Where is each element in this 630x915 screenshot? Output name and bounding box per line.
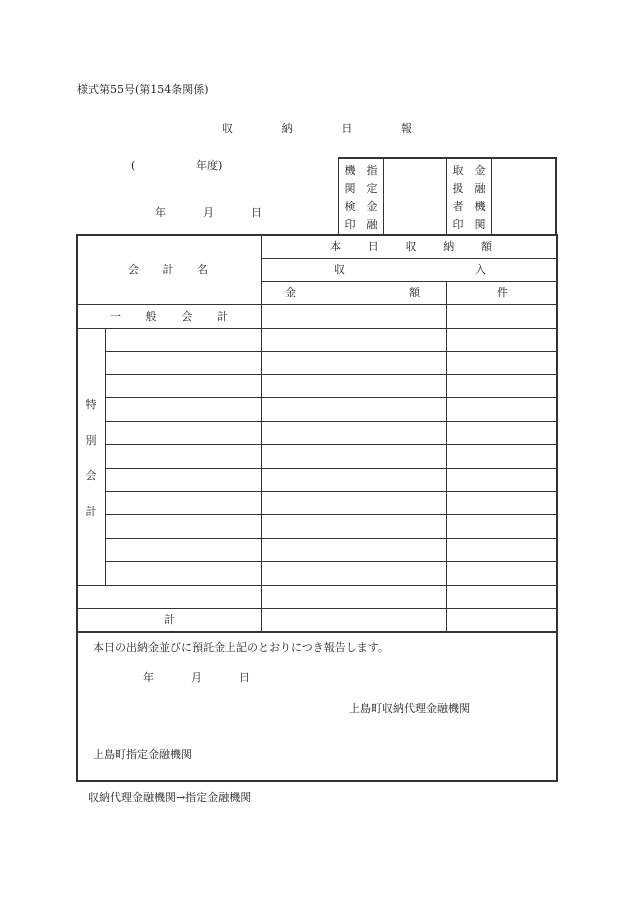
date-month-label: 月 [203,206,214,219]
bank-handler-seal-label: 取 扱 者 印 金 融 機 関 [452,163,486,231]
report-statement: 本日の出納金並びに預託金上記のとおりにつき報告します。 [93,641,389,654]
count-header: 件 [497,286,508,299]
agent-bank-name: 上島町収納代理金融機関 [349,702,470,715]
income-header: 収 入 [334,263,486,276]
total-label: 計 [164,613,175,626]
page-title: 収 納 日 報 [222,122,412,135]
fiscal-year-label: 年度) [196,159,223,172]
designated-bank-inspection-label: 機 関 検 印 指 定 金 融 [344,163,378,231]
fiscal-year-open-paren: ( [131,159,136,172]
routing-note: 収納代理金融機関→指定金融機関 [88,791,252,804]
date-day-label: 日 [251,206,262,219]
amount-header: 金 額 [285,286,420,299]
general-account-label: 一 般 会 計 [110,310,228,323]
report-day-label: 日 [239,671,250,684]
designated-bank-name: 上島町指定金融機関 [93,748,192,761]
date-year-label: 年 [155,206,166,219]
report-month-label: 月 [191,671,202,684]
form-number: 様式第55号(第154条関係) [77,83,209,96]
report-year-label: 年 [143,671,154,684]
account-name-header: 会 計 名 [128,263,208,276]
special-account-label: 特 別 会 計 [85,398,97,518]
today-receipts-header: 本 日 収 納 額 [330,240,492,253]
